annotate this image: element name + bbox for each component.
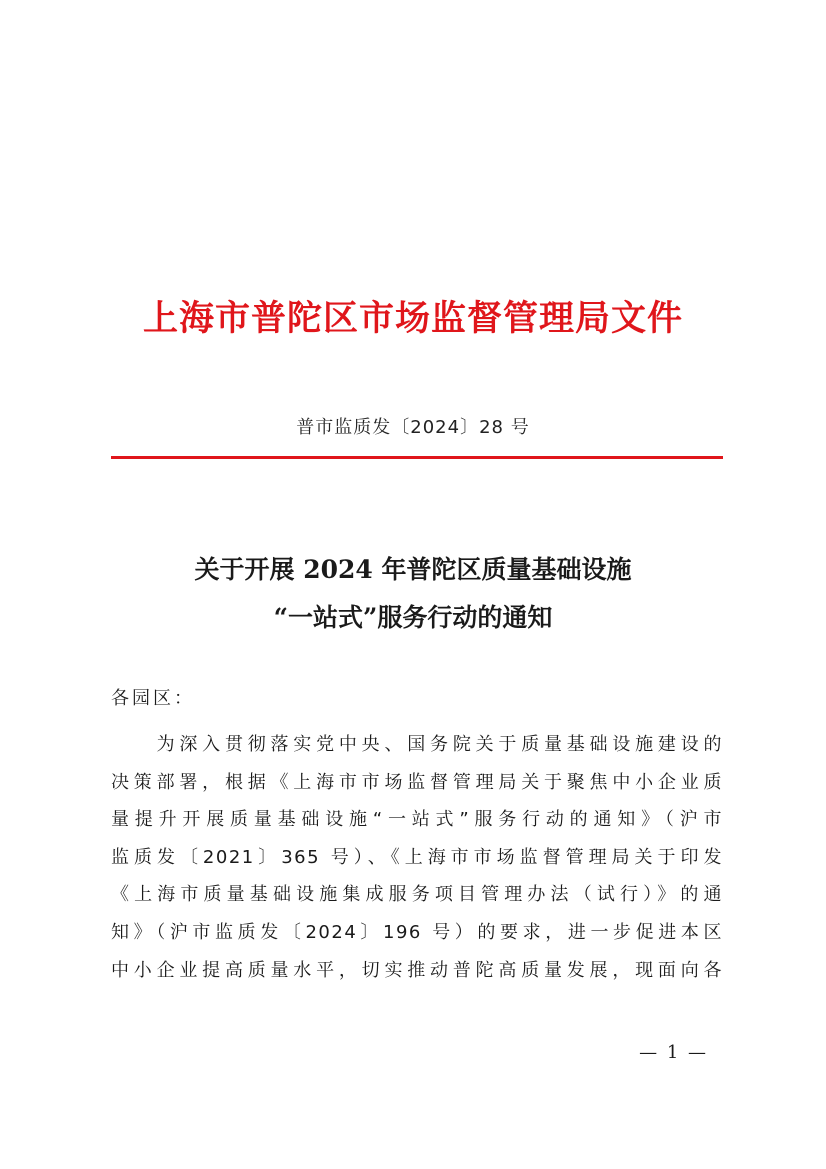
body-line: 中小企业提高质量水平，切实推动普陀高质量发展，现面向各 bbox=[111, 959, 723, 981]
notice-title bbox=[0, 546, 826, 642]
red-divider-line bbox=[111, 456, 723, 459]
body-line: 监质发〔2021〕365 号）、《上海市市场监督管理局关于印发 bbox=[111, 846, 723, 868]
body-line: 《上海市质量基础设施集成服务项目管理办法（试行）》的通 bbox=[111, 884, 723, 906]
body-line: 知》（沪市监质发〔2024〕196 号）的要求，进一步促进本区 bbox=[111, 921, 723, 943]
body-line: 量提升开展质量基础设施“一站式”服务行动的通知》（沪市 bbox=[111, 809, 723, 831]
body-paragraph bbox=[111, 730, 723, 993]
salutation: 各园区： bbox=[111, 688, 195, 709]
notice-title-line-2: “一站式”服务行动的通知 bbox=[273, 603, 553, 632]
notice-title-line-1: 关于开展 2024 年普陀区质量基础设施 bbox=[194, 555, 632, 584]
document-number: 普市监质发〔2024〕28 号 bbox=[296, 417, 530, 438]
issuer-title: 上海市普陀区市场监督管理局文件 bbox=[142, 298, 683, 339]
body-line: 决策部署，根据《上海市市场监督管理局关于聚焦中小企业质 bbox=[111, 771, 723, 793]
page-number: — 1 — bbox=[639, 1042, 708, 1063]
body-line: 为深入贯彻落实党中央、国务院关于质量基础设施建设的 bbox=[111, 734, 723, 755]
